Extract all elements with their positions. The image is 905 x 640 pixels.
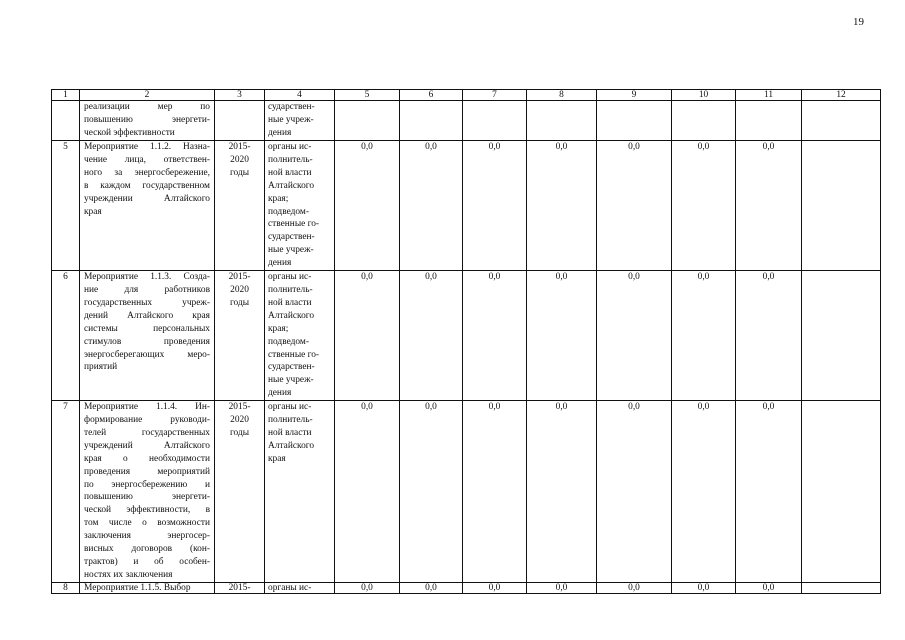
value-cell: 0,0 bbox=[736, 141, 802, 271]
cell-text-line: Алтайского bbox=[268, 440, 315, 451]
executor-cell bbox=[265, 401, 335, 583]
cell-text-line: полнитель- bbox=[268, 284, 313, 295]
value-cell bbox=[463, 101, 527, 141]
period-cell bbox=[215, 271, 265, 401]
cell-text-line: Алтайского bbox=[268, 180, 315, 191]
cell-text-line: 2015- bbox=[228, 402, 251, 413]
cell-text-line: системы персональных bbox=[84, 323, 210, 334]
value-cell bbox=[400, 101, 463, 141]
cell-text-line: ной власти bbox=[268, 167, 312, 178]
cell-text-line: полнитель- bbox=[268, 415, 313, 426]
value-cell: 0,0 bbox=[672, 141, 736, 271]
cell-text-line: ного за энергосбережение, bbox=[84, 167, 210, 178]
cell-text-line: повышению энергети- bbox=[84, 492, 210, 503]
cell-text-line: том числе о возможности bbox=[84, 518, 210, 529]
column-number: 11 bbox=[736, 90, 802, 101]
value-cell: 0,0 bbox=[400, 271, 463, 401]
cell-text-line: учреждении Алтайского bbox=[84, 193, 210, 204]
column-number: 9 bbox=[597, 90, 672, 101]
row-number-cell: 7 bbox=[52, 401, 80, 583]
cell-text-line: годы bbox=[229, 297, 250, 308]
executor-cell bbox=[265, 582, 335, 593]
value-cell bbox=[802, 401, 881, 583]
value-cell: 0,0 bbox=[672, 271, 736, 401]
value-cell: 0,0 bbox=[335, 141, 400, 271]
cell-text-line: края bbox=[268, 453, 286, 464]
column-number: 1 bbox=[52, 90, 80, 101]
table-row bbox=[52, 271, 881, 401]
value-cell: 0,0 bbox=[400, 582, 463, 593]
measure-name-cell bbox=[80, 101, 215, 141]
period-cell bbox=[215, 401, 265, 583]
cell-text-line: ственные го- bbox=[268, 349, 320, 360]
value-cell: 0,0 bbox=[463, 401, 527, 583]
period-cell bbox=[215, 141, 265, 271]
cell-text-line: сударствен- bbox=[268, 102, 315, 112]
cell-text-line: 2015- bbox=[228, 142, 251, 152]
measure-name-cell bbox=[80, 401, 215, 583]
page-number: 19 bbox=[853, 16, 864, 28]
cell-text-line: органы ис- bbox=[268, 272, 312, 283]
cell-text-line: ственные го- bbox=[268, 219, 320, 230]
cell-text-line: края; bbox=[268, 193, 289, 204]
column-number: 6 bbox=[400, 90, 463, 101]
cell-text-line: сударствен- bbox=[268, 362, 315, 373]
value-cell: 0,0 bbox=[672, 582, 736, 593]
table-row bbox=[52, 141, 881, 271]
table-row bbox=[52, 401, 881, 583]
cell-text-line: ческой эффективности, в bbox=[84, 505, 210, 516]
table-header-row bbox=[52, 90, 881, 101]
cell-text-line: приятий bbox=[84, 362, 118, 373]
cell-text-line: ные учреж- bbox=[268, 114, 314, 125]
measure-name-cell bbox=[80, 141, 215, 271]
cell-text-line: дения bbox=[268, 127, 292, 138]
cell-text-line: стимулов проведения bbox=[84, 336, 210, 347]
cell-text-line: висных договоров (кон- bbox=[84, 544, 210, 555]
cell-text-line: по энергосбережению и bbox=[84, 479, 210, 490]
value-cell bbox=[335, 101, 400, 141]
value-cell: 0,0 bbox=[527, 401, 597, 583]
column-number: 7 bbox=[463, 90, 527, 101]
value-cell: 0,0 bbox=[335, 401, 400, 583]
cell-text-line: края bbox=[84, 206, 102, 217]
column-number: 12 bbox=[802, 90, 881, 101]
cell-text-line: края; bbox=[268, 323, 289, 334]
column-number: 4 bbox=[265, 90, 335, 101]
cell-text-line: дения bbox=[268, 258, 292, 269]
value-cell: 0,0 bbox=[527, 582, 597, 593]
value-cell: 0,0 bbox=[400, 401, 463, 583]
value-cell: 0,0 bbox=[527, 271, 597, 401]
row-number-cell bbox=[52, 101, 80, 141]
cell-text-line: края о необходимости bbox=[84, 453, 210, 464]
value-cell bbox=[527, 101, 597, 141]
cell-text-line: повышению энергети- bbox=[84, 114, 210, 125]
value-cell: 0,0 bbox=[597, 271, 672, 401]
value-cell: 0,0 bbox=[335, 582, 400, 593]
value-cell: 0,0 bbox=[400, 141, 463, 271]
cell-text-line: 2015- bbox=[228, 582, 251, 593]
cell-text-line: годы bbox=[229, 427, 250, 438]
value-cell bbox=[597, 101, 672, 141]
cell-text-line: формирование руководи- bbox=[84, 415, 210, 426]
period-cell bbox=[215, 101, 265, 141]
cell-text-line: ной власти bbox=[268, 297, 312, 308]
column-number: 8 bbox=[527, 90, 597, 101]
measure-name-cell bbox=[80, 582, 215, 593]
cell-text-line: годы bbox=[229, 167, 250, 178]
value-cell: 0,0 bbox=[672, 401, 736, 583]
value-cell bbox=[802, 141, 881, 271]
row-number-cell: 6 bbox=[52, 271, 80, 401]
value-cell: 0,0 bbox=[597, 401, 672, 583]
value-cell bbox=[802, 582, 881, 593]
column-number: 10 bbox=[672, 90, 736, 101]
cell-text-line: в каждом государственном bbox=[84, 180, 210, 191]
measures-table bbox=[51, 89, 881, 594]
cell-text-line: реализации мер по bbox=[84, 102, 210, 112]
table-row bbox=[52, 582, 881, 593]
value-cell: 0,0 bbox=[597, 141, 672, 271]
cell-text-line: сударствен- bbox=[268, 232, 315, 243]
cell-text-line: заключения энергосер- bbox=[84, 531, 210, 542]
executor-cell bbox=[265, 101, 335, 141]
cell-text-line: трактов) и об особен- bbox=[84, 557, 210, 567]
cell-text-line: дений Алтайского края bbox=[84, 310, 210, 321]
value-cell: 0,0 bbox=[527, 141, 597, 271]
cell-text-line: учреждений Алтайского bbox=[84, 440, 210, 451]
value-cell bbox=[672, 101, 736, 141]
cell-text-line: ние для работников bbox=[84, 284, 210, 295]
column-number: 2 bbox=[80, 90, 215, 101]
cell-text-line: органы ис- bbox=[268, 402, 312, 413]
cell-text-line: 2020 bbox=[230, 154, 249, 165]
cell-text-line: государственных учреж- bbox=[84, 297, 210, 308]
column-number: 5 bbox=[335, 90, 400, 101]
cell-text-line: 2020 bbox=[230, 284, 249, 295]
cell-text-line: подведом- bbox=[268, 206, 309, 217]
cell-text-line: полнитель- bbox=[268, 154, 313, 165]
cell-text-line: энергосберегающих меро- bbox=[84, 349, 210, 360]
value-cell: 0,0 bbox=[736, 582, 802, 593]
column-number: 3 bbox=[215, 90, 265, 101]
executor-cell bbox=[265, 141, 335, 271]
period-cell bbox=[215, 582, 265, 593]
value-cell: 0,0 bbox=[597, 582, 672, 593]
cell-text-line: подведом- bbox=[268, 336, 309, 347]
cell-text-line: чение лица, ответствен- bbox=[84, 154, 210, 165]
row-number-cell: 8 bbox=[52, 582, 80, 593]
cell-text-line: телей государственных bbox=[84, 427, 210, 438]
row-number-cell: 5 bbox=[52, 141, 80, 271]
cell-text-line: Мероприятие 1.1.3. Созда- bbox=[84, 272, 210, 283]
cell-text-line: ностях их заключения bbox=[84, 569, 173, 580]
value-cell: 0,0 bbox=[463, 141, 527, 271]
value-cell: 0,0 bbox=[463, 271, 527, 401]
value-cell bbox=[802, 101, 881, 141]
cell-text-line: Мероприятие 1.1.2. Назна- bbox=[84, 142, 210, 152]
cell-text-line: Мероприятие 1.1.5. Выбор bbox=[84, 582, 191, 593]
cell-text-line: ные учреж- bbox=[268, 375, 314, 386]
cell-text-line: проведения мероприятий bbox=[84, 466, 210, 477]
executor-cell bbox=[265, 271, 335, 401]
value-cell bbox=[802, 271, 881, 401]
cell-text-line: 2020 bbox=[230, 415, 249, 426]
cell-text-line: Мероприятие 1.1.4. Ин- bbox=[84, 402, 210, 413]
cell-text-line: ческой эффективности bbox=[84, 127, 175, 138]
cell-text-line: органы ис- bbox=[268, 582, 312, 593]
value-cell: 0,0 bbox=[736, 401, 802, 583]
value-cell: 0,0 bbox=[335, 271, 400, 401]
measure-name-cell bbox=[80, 271, 215, 401]
cell-text-line: 2015- bbox=[228, 272, 251, 283]
value-cell bbox=[736, 101, 802, 141]
cell-text-line: органы ис- bbox=[268, 142, 312, 152]
value-cell: 0,0 bbox=[736, 271, 802, 401]
cell-text-line: ной власти bbox=[268, 427, 312, 438]
value-cell: 0,0 bbox=[463, 582, 527, 593]
table-row bbox=[52, 101, 881, 141]
cell-text-line: ные учреж- bbox=[268, 245, 314, 256]
cell-text-line: Алтайского bbox=[268, 310, 315, 321]
cell-text-line: дения bbox=[268, 388, 292, 399]
